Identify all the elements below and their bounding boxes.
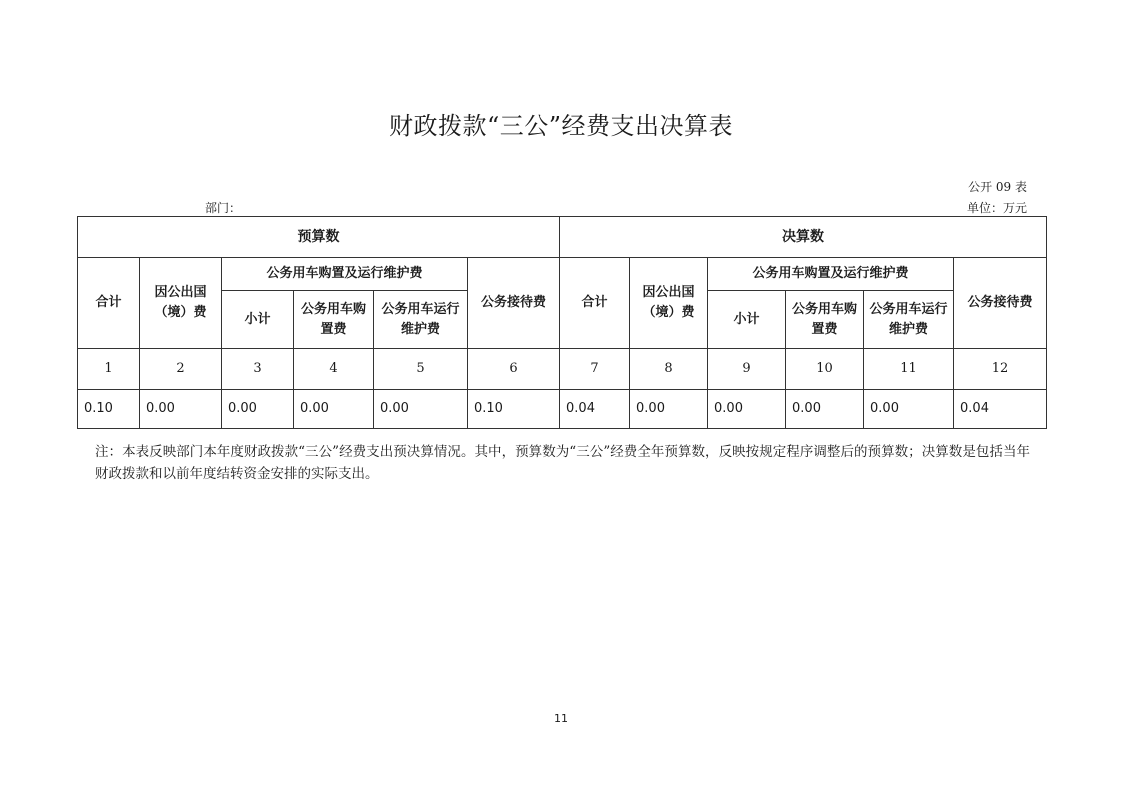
budget-total-header: 合计 [78,258,140,349]
budget-subtotal-header: 小计 [222,291,294,349]
final-group-header: 决算数 [560,217,1047,258]
index-cell: 5 [374,349,468,390]
index-cell: 9 [708,349,786,390]
index-cell: 8 [630,349,708,390]
index-cell: 2 [140,349,222,390]
page-number: 11 [554,712,568,725]
value-cell: 0.00 [294,390,374,429]
index-cell: 1 [78,349,140,390]
final-subtotal-header: 小计 [708,291,786,349]
value-cell: 0.04 [954,390,1047,429]
index-cell: 7 [560,349,630,390]
expense-table [77,216,1047,429]
value-cell: 0.00 [374,390,468,429]
value-cell: 0.00 [786,390,864,429]
budget-vehicle-operation-header: 公务用车运行维护费 [374,291,468,349]
index-cell: 11 [864,349,954,390]
final-total-header: 合计 [560,258,630,349]
budget-group-header: 预算数 [78,217,560,258]
index-cell: 4 [294,349,374,390]
final-overseas-header: 因公出国（境）费 [630,258,708,349]
final-vehicle-group-header: 公务用车购置及运行维护费 [708,258,954,291]
value-cell: 0.00 [222,390,294,429]
budget-reception-header: 公务接待费 [468,258,560,349]
budget-vehicle-purchase-header: 公务用车购置费 [294,291,374,349]
department-label: 部门： [205,201,242,215]
page-title: 财政拨款“三公”经费支出决算表 [388,112,734,140]
table-note: 注：本表反映部门本年度财政拨款“三公”经费支出预决算情况。其中，预算数为“三公”经费全年预算数，反映按规定程序调整后的预算数；决算数是包括当年财政拨款和以前年度结转资金安排的实际支出。 [95,444,1030,482]
value-cell: 0.10 [468,390,560,429]
value-cell: 0.10 [78,390,140,429]
value-cell: 0.04 [560,390,630,429]
budget-vehicle-group-header: 公务用车购置及运行维护费 [222,258,468,291]
value-row [78,390,1047,429]
final-vehicle-purchase-header: 公务用车购置费 [786,291,864,349]
index-cell: 10 [786,349,864,390]
unit-label: 单位：万元 [966,201,1027,215]
final-vehicle-operation-header: 公务用车运行维护费 [864,291,954,349]
value-cell: 0.00 [140,390,222,429]
index-cell: 6 [468,349,560,390]
value-cell: 0.00 [630,390,708,429]
budget-overseas-header: 因公出国（境）费 [140,258,222,349]
value-cell: 0.00 [708,390,786,429]
index-cell: 12 [954,349,1047,390]
value-cell: 0.00 [864,390,954,429]
index-cell: 3 [222,349,294,390]
form-number: 公开 09 表 [968,180,1027,194]
final-reception-header: 公务接待费 [954,258,1047,349]
index-row [78,349,1047,390]
